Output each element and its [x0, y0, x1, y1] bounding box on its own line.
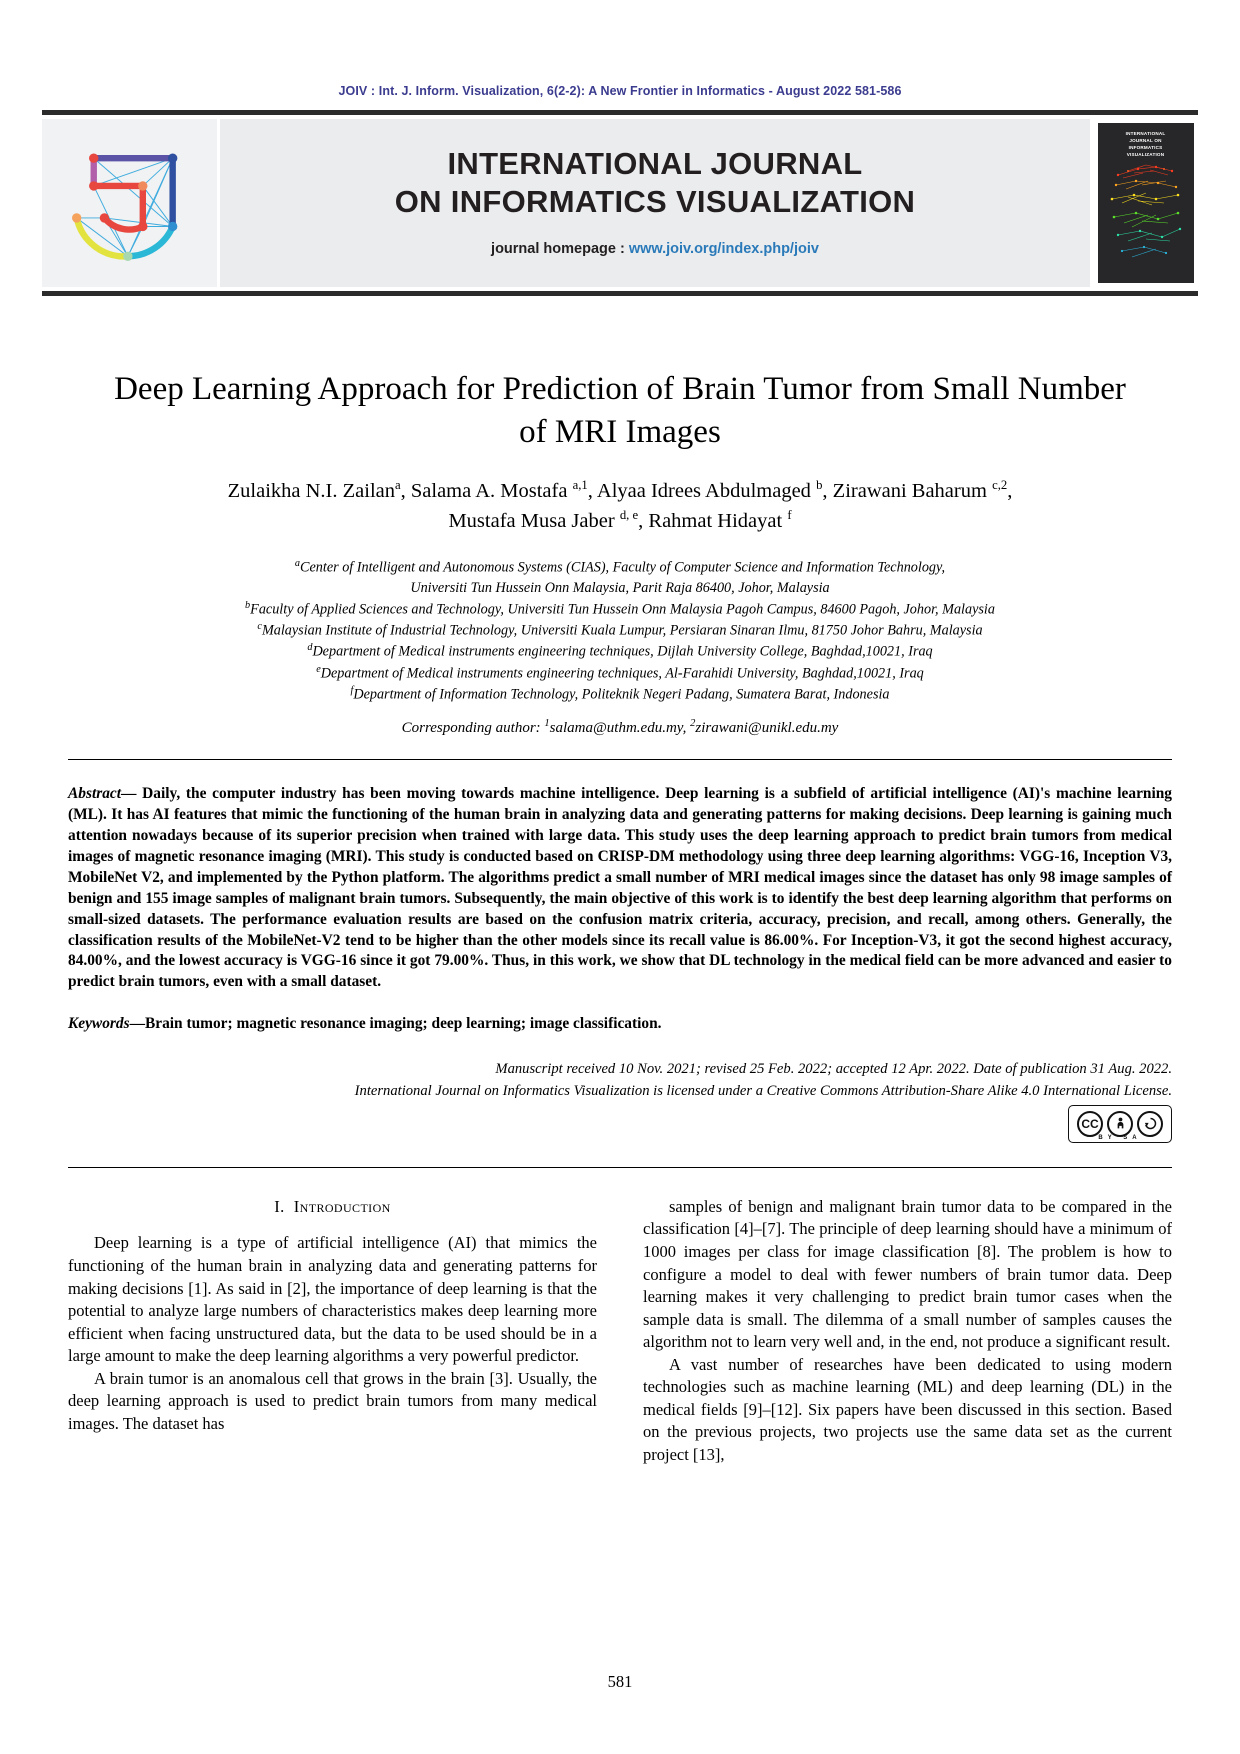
affiliation-text: Malaysian Institute of Industrial Technology, Universiti Kuala Lumpur, Persiaran Sinaran Ilmu, 81750 Johor Bahru, Malaysia [261, 622, 983, 639]
journal-homepage-label: journal homepage : [491, 240, 629, 257]
keywords-label: Keywords [68, 1015, 130, 1033]
journal-title-line2: ON INFORMATICS VISUALIZATION [394, 184, 916, 219]
abstract-text: Daily, the computer industry has been moving towards machine intelligence. Deep learning is a subfield of artificial intelligence (AI)'s machine learning (ML). It has AI features that mimic the functioning of the human brain in analyzing data and generating patterns for making decisions. Deep learning is gaining much attention nowadays because of its superior precision when trained with large data. This study uses the deep learning approach to predict brain tumors from medical images of magnetic resonance imaging (MRI). This study is conducted based on CRISP-DM methodology using three deep learning algorithms: VGG-16, Inception V3, MobileNet V2, and implemented by the Python platform. The algorithms predict a small number of MRI medical images since the dataset has only 98 image samples of benign and 155 image samples of malignant brain tumors. Subsequently, the main objective of this work is to identify the best deep learning algorithm that performs on small-sized datasets. The performance evaluation results are based on the confusion matrix criteria, accuracy, precision, and recall, among others. Generally, the classification results of the MobileNet-V2 tend to be higher than the other models since its recall value is 86.00%. For Inception-V3, it got the second highest accuracy, 84.00%, and the lowest accuracy is VGG-16 since it got 79.00%. Thus, in this work, we show that DL technology in the medical field can be more advanced and easier to predict brain tumors, even with a small dataset. [68, 785, 1172, 991]
cc-by-person-icon [1107, 1111, 1133, 1137]
corresponding-mark-1: 1 [544, 718, 550, 730]
abstract-label: Abstract [68, 785, 122, 803]
manuscript-dates [68, 1059, 1172, 1103]
cc-sa-share-alike-icon [1137, 1111, 1163, 1137]
affiliation-text: Universiti Tun Hussein Onn Malaysia, Parit Raja 86400, Johor, Malaysia [410, 580, 830, 597]
cc-mark-icon: CC [1077, 1111, 1103, 1137]
journal-masthead [42, 110, 1198, 296]
abstract-dash: — [121, 785, 143, 803]
journal-title-line1: INTERNATIONAL JOURNAL [447, 146, 863, 182]
authors-line-2 [448, 510, 791, 532]
affiliation-list [70, 557, 1170, 706]
affiliation-text: Department of Medical instruments engineering techniques, Al-Farahidi University, Baghdad,10021, Iraq [320, 665, 924, 682]
running-head: JOIV : Int. J. Inform. Visualization, 6(2-2): A New Frontier in Informatics - August 2022 581-586 [338, 84, 902, 98]
affiliation-mark: e [316, 663, 321, 675]
corresponding-author [0, 718, 1240, 737]
author-affiliation-mark: d, e [619, 508, 639, 523]
affiliation-mark: c [257, 621, 262, 633]
body-column-right [643, 1196, 1172, 1466]
affiliation-text: Center of Intelligent and Autonomous Systems (CIAS), Faculty of Computer Science and Information Technology, [300, 559, 946, 576]
affiliation-mark: d [307, 642, 313, 654]
corresponding-author-label: Corresponding author: [401, 720, 545, 737]
author-name: , Zirawani Baharum [822, 479, 993, 502]
affiliation-line [70, 599, 1170, 620]
affiliation-mark: b [245, 599, 251, 611]
body-columns [68, 1196, 1172, 1466]
person-glyph-icon [1113, 1116, 1128, 1131]
affiliation-line [70, 684, 1170, 705]
affiliation-text: Faculty of Applied Sciences and Technology, Universiti Tun Hussein Onn Malaysia Pagoh Campus, 84600 Pagoh, Johor, Malaysia [250, 601, 995, 618]
page-number: 581 [607, 1672, 633, 1691]
body-paragraph: A vast number of researches have been dedicated to using modern technologies such as machine learning (ML) and deep learning (DL) in the medical fields [9]–[12]. Six papers have been discussed in this section. Based on the previous projects, two projects use the same data set as the current project [13], [643, 1354, 1172, 1464]
author-affiliation-mark: a,1 [572, 477, 588, 492]
license-badge-row [68, 1105, 1172, 1143]
body-paragraph: Deep learning is a type of artificial intelligence (AI) that mimics the functioning of the human brain in analyzing data and generating patterns for making decisions [1]. As said in [2], the importance of deep learning is that the potential to analyze large numbers of characteristics makes deep learning more efficient when facing unstructured data, but the data to be used should be in a large amount to make the deep learning algorithms a very powerful predictor. [68, 1233, 597, 1366]
body-paragraph: samples of benign and malignant brain tumor data to be compared in the classification [4]–[7]. The principle of deep learning should have a minimum of 1000 images per class for image classification [8]. The problem is how to configure a model to deal with fewer numbers of brain tumor data. Deep learning makes it very challenging to predict brain tumor cases when the sample data is small. The dilemma of a small number of samples causes the algorithm not to learn very well and, in the end, not produce a significant result. [643, 1196, 1172, 1352]
keywords-text: Brain tumor; magnetic resonance imaging; deep learning; image classification. [144, 1015, 662, 1033]
manuscript-license-line: International Journal on Informatics Visualization is licensed under a Creative Commons Attribution-Share Alike 4.0 International License. [354, 1083, 1172, 1100]
journal-logo-cell [42, 119, 217, 287]
journal-cover-cell [1093, 119, 1198, 287]
abstract-block [68, 784, 1172, 993]
affiliation-line [70, 641, 1170, 662]
affiliation-line [70, 663, 1170, 684]
author-name: , [1007, 479, 1013, 502]
author-name: , Salama A. Mostafa [400, 479, 573, 502]
journal-homepage-link[interactable]: www.joiv.org/index.php/joiv [628, 240, 819, 257]
author-name: Mustafa Musa Jaber [448, 510, 620, 533]
author-affiliation-mark: a [395, 477, 401, 492]
journal-title-cell [220, 119, 1090, 287]
author-name: Zulaikha N.I. Zailan [227, 479, 395, 502]
author-affiliation-mark: c,2 [992, 477, 1008, 492]
author-affiliation-mark: b [816, 477, 823, 492]
keywords-block [68, 1015, 1172, 1033]
author-name: , Rahmat Hidayat [638, 510, 788, 533]
author-affiliation-mark: f [787, 508, 792, 523]
affiliation-text: Department of Information Technology, Politeknik Negeri Padang, Sumatera Barat, Indonesia [353, 686, 890, 703]
affiliation-text: Department of Medical instruments engineering techniques, Dijlah University College, Baghdad,10021, Iraq [312, 644, 933, 661]
share-alike-glyph-icon [1143, 1116, 1158, 1131]
affiliation-line [70, 578, 1170, 599]
affiliation-line [70, 557, 1170, 578]
creative-commons-badge-icon [1068, 1105, 1172, 1143]
keywords-dash: — [129, 1015, 145, 1033]
section-heading-introduction: I. Introduction [274, 1196, 391, 1216]
journal-homepage [491, 241, 819, 257]
affiliation-mark: a [294, 557, 301, 569]
corresponding-mark-2: 2 [690, 718, 696, 730]
affiliation-mark: f [350, 685, 354, 697]
body-paragraph: A brain tumor is an anomalous cell that grows in the brain [3]. Usually, the deep learning approach is used to predict brain tumors from many medical images. The dataset has [68, 1368, 597, 1433]
cc-badge-caption: BY SA [1098, 1134, 1142, 1141]
manuscript-received-line: Manuscript received 10 Nov. 2021; revised 25 Feb. 2022; accepted 12 Apr. 2022. Date of publication 31 Aug. 2022. [495, 1061, 1172, 1078]
journal-cover-label: INTERNATIONAL JOURNAL ON INFORMATICS VISUALIZATION [1125, 131, 1166, 157]
divider-below-abstract [68, 1167, 1172, 1168]
author-list [88, 476, 1152, 537]
body-column-left [68, 1196, 597, 1466]
journal-cover-thumbnail [1098, 123, 1194, 283]
author-name: , Alyaa Idrees Abdulmaged [587, 479, 817, 502]
corresponding-email-2[interactable]: zirawani@unikl.edu.my [695, 720, 839, 737]
corresponding-email-1[interactable]: salama@uthm.edu.my, [549, 720, 691, 737]
authors-line-1 [227, 477, 1013, 502]
joiv-j-network-logo-icon [66, 139, 194, 267]
article-title: Deep Learning Approach for Prediction of Brain Tumor from Small Number of MRI Images [114, 371, 1126, 450]
affiliation-line [70, 620, 1170, 641]
divider-above-abstract [68, 759, 1172, 760]
